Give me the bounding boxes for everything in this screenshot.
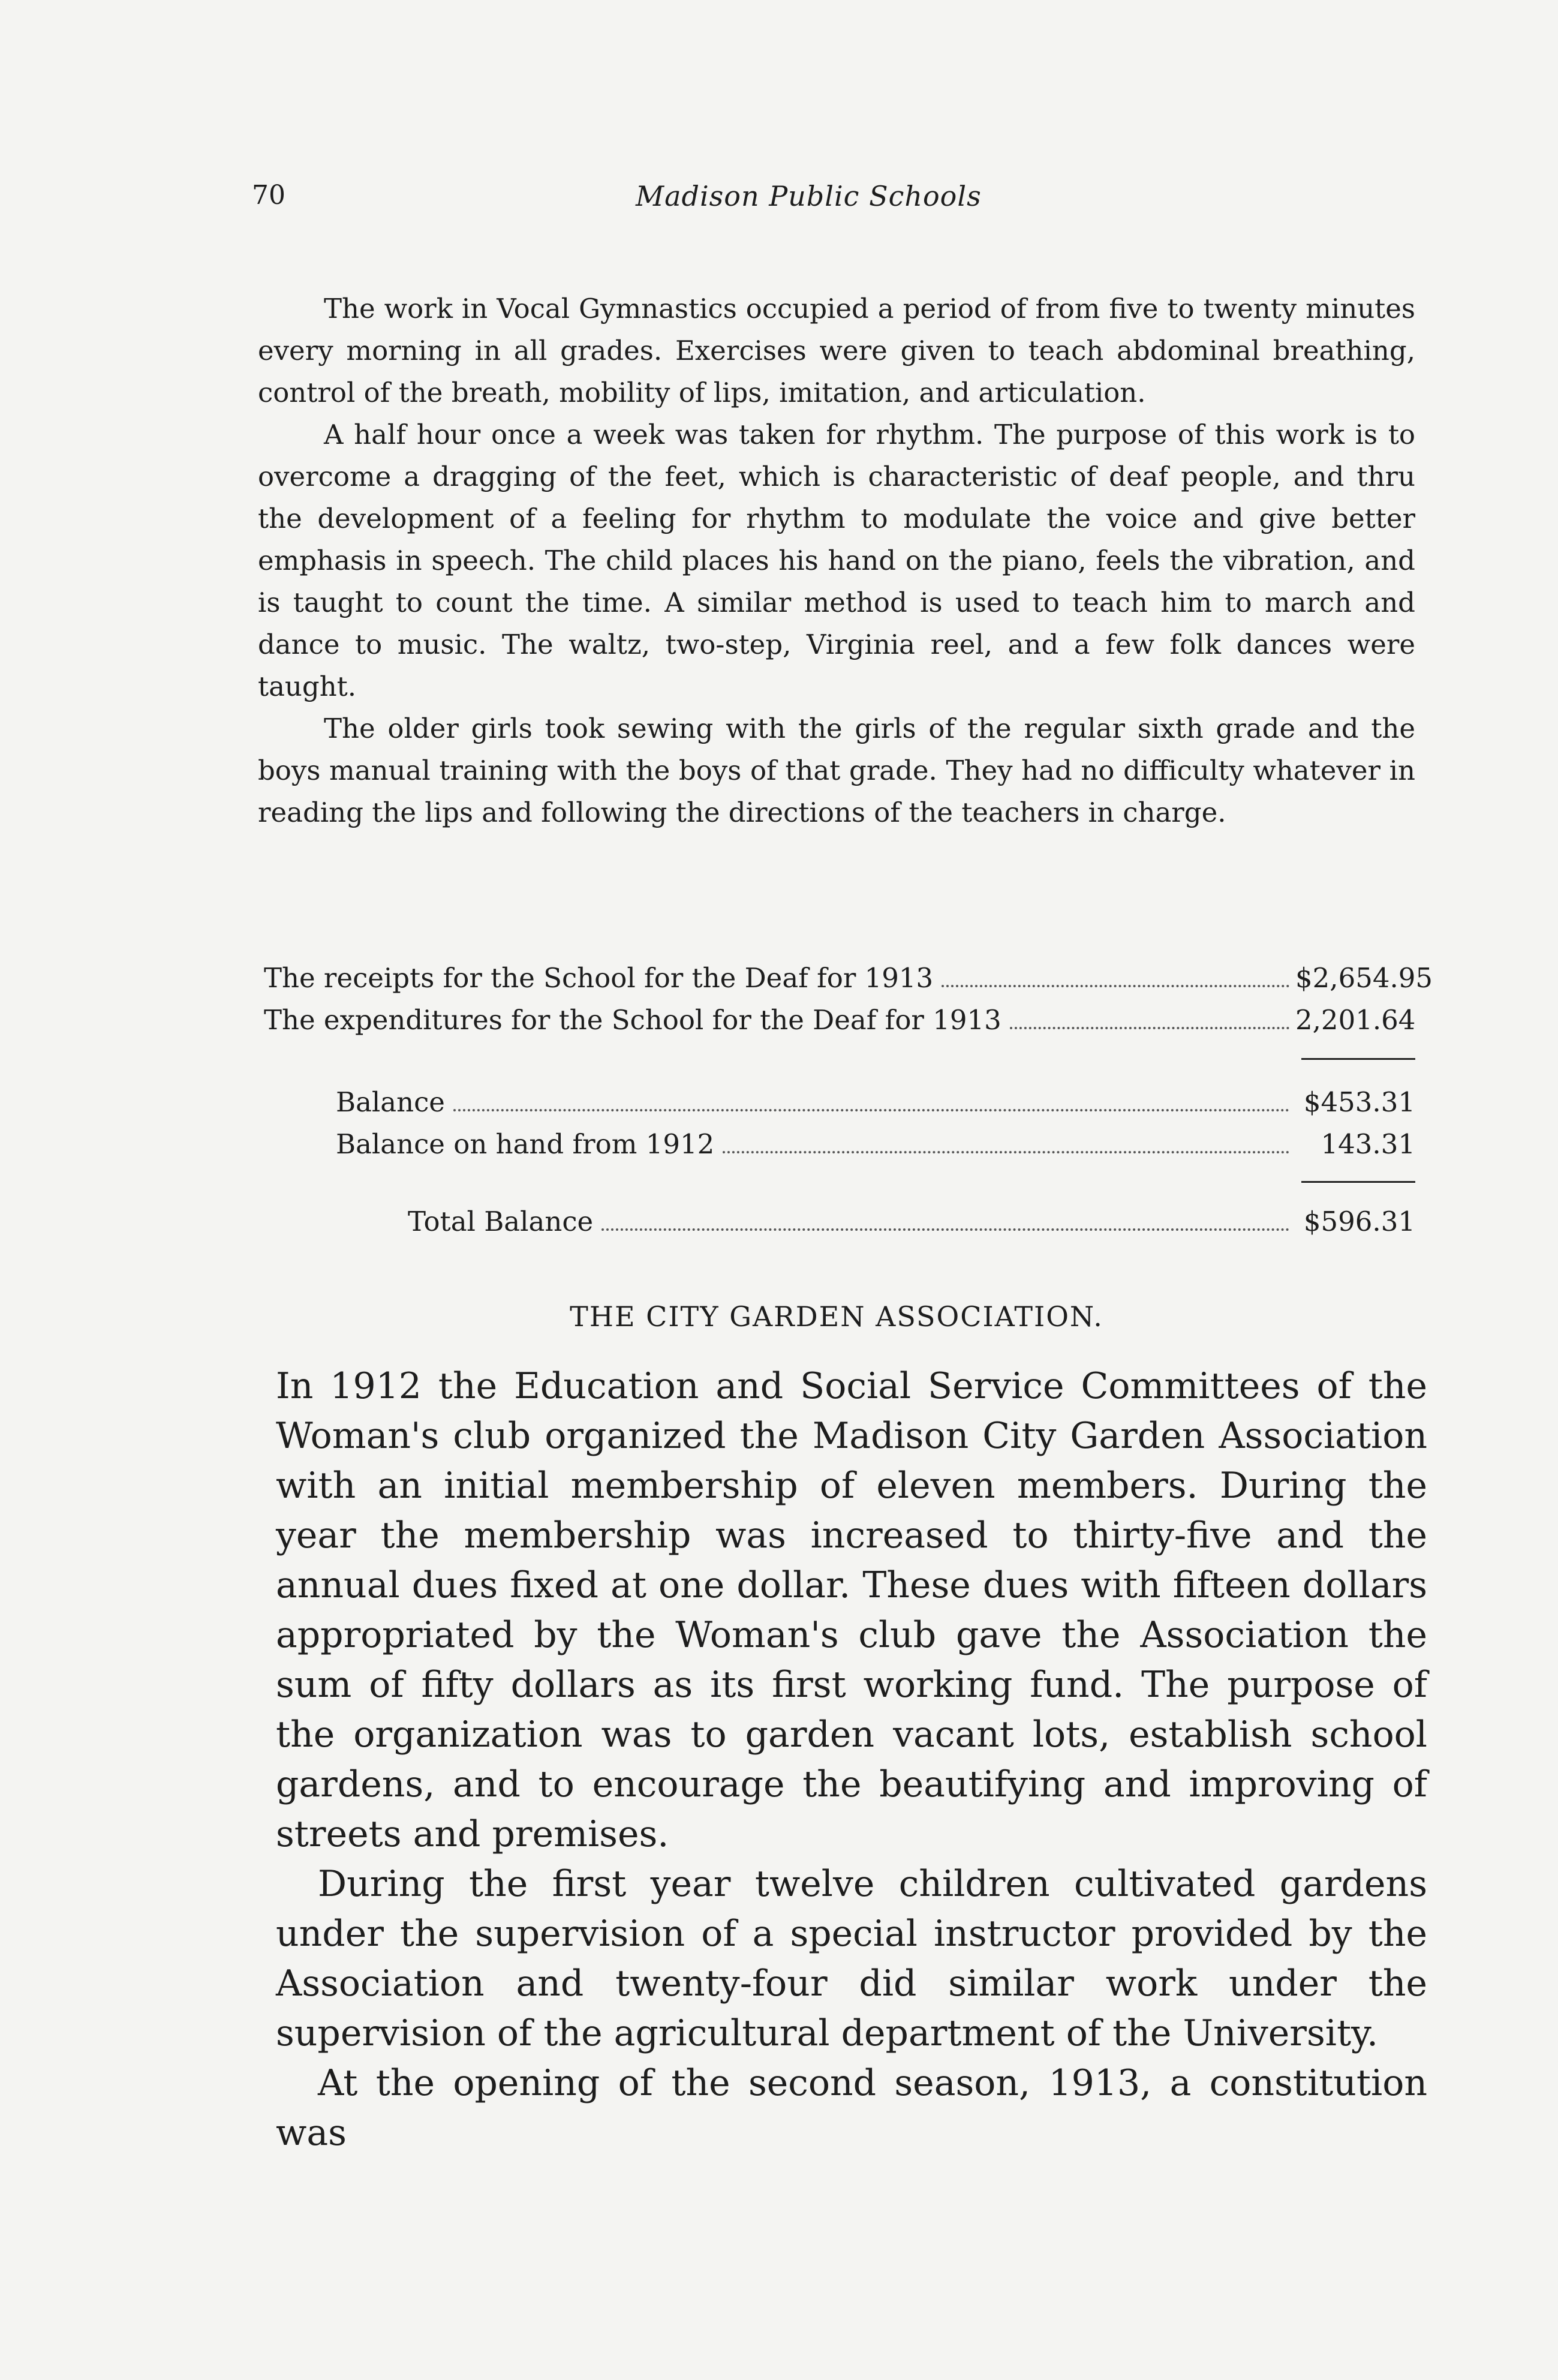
financial-statement bbox=[264, 957, 1433, 1243]
balance-amount: $453.31 bbox=[1303, 1086, 1415, 1118]
ledger-row-receipts bbox=[264, 957, 1433, 999]
balance-label: Balance bbox=[336, 1086, 445, 1118]
ledger-row-total bbox=[264, 1201, 1415, 1243]
deaf-school-report-text bbox=[258, 288, 1415, 834]
expenditures-amount: 2,201.64 bbox=[1295, 1004, 1416, 1036]
dot-leader bbox=[601, 1228, 1289, 1231]
dot-leader bbox=[723, 1151, 1289, 1153]
dot-leader bbox=[1010, 1027, 1289, 1029]
sum-rule bbox=[1301, 1181, 1415, 1183]
total-balance-amount: $596.31 bbox=[1303, 1206, 1415, 1237]
receipts-label: The receipts for the School for the Deaf for 1913 bbox=[264, 962, 934, 994]
paragraph-rhythm: A half hour once a week was taken for rhythm. The purpose of this work is to overcome a dragging of the feet, which is characteristic of deaf people, and thru the development of a feeling for rhythm to modulate the voice and give better emphasis in speech. The child places his hand on the piano, feels the vibration, and is taught to count the time. A similar method is used to teach him to march and dance to music. The waltz, two-step, Virginia reel, and a few folk dances were taught. bbox=[258, 419, 1415, 702]
paragraph-first-year: During the first year twelve children cultivated gardens under the supervision of a special instructor provided by the Association and twenty-four did similar work under the supervision of the agricultural department of the University. bbox=[276, 1863, 1427, 2054]
ledger-row-expenditures bbox=[264, 999, 1415, 1041]
paragraph-sewing-manual-training: The older girls took sewing with the girls of the regular sixth grade and the boys manual training with the boys of that grade. They had no difficulty whatever in reading the lips and following the directions of the teachers in charge. bbox=[258, 713, 1415, 828]
balance-1912-label: Balance on hand from 1912 bbox=[336, 1128, 715, 1160]
dot-leader bbox=[942, 985, 1289, 987]
balance-1912-amount: 143.31 bbox=[1321, 1128, 1415, 1160]
total-balance-label: Total Balance bbox=[408, 1206, 594, 1237]
page-number: 70 bbox=[252, 180, 285, 211]
paragraph-vocal-gymnastics: The work in Vocal Gymnastics occupied a period of from five to twenty minutes every morning in all grades. Exercises were given to teach abdominal breathing, control of the breath, mobility of lips, imitation, and articulation. bbox=[258, 293, 1415, 408]
ledger-row-balance-1912 bbox=[264, 1123, 1415, 1165]
ledger-row-balance bbox=[264, 1081, 1415, 1123]
dot-leader bbox=[453, 1109, 1289, 1111]
sum-rule bbox=[1301, 1058, 1415, 1060]
page-header bbox=[252, 180, 1451, 228]
paragraph-organization: In 1912 the Education and Social Service Committees of the Woman's club organized the Madison City Garden Association with an initial membership of eleven members. During the year the membership was increased to thirty-five and the annual dues fixed at one dollar. These dues with fifteen dollars appropriated by the Woman's club gave the Association the sum of fifty dollars as its first working fund. The purpose of the organization was to garden vacant lots, establish school gardens, and to encourage the beautifying and improving of streets and premises. bbox=[276, 1365, 1427, 1855]
section-heading: THE CITY GARDEN ASSOCIATION. bbox=[570, 1300, 1103, 1333]
receipts-amount: $2,654.95 bbox=[1295, 962, 1433, 994]
garden-association-text bbox=[276, 1362, 1427, 2158]
expenditures-label: The expenditures for the School for the Deaf for 1913 bbox=[264, 1004, 1001, 1036]
paragraph-second-season: At the opening of the second season, 1913, a constitution was bbox=[276, 2062, 1427, 2154]
running-head: Madison Public Schools bbox=[636, 180, 982, 212]
